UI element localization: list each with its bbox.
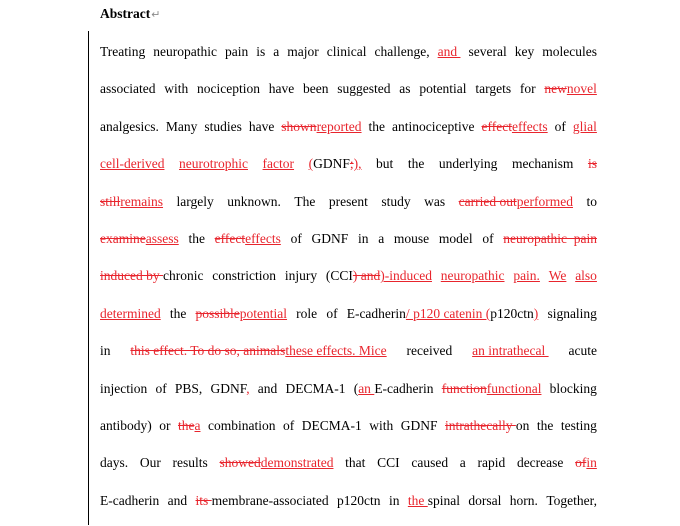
text: as bbox=[399, 81, 411, 97]
text: on bbox=[515, 417, 530, 433]
text: Together, bbox=[546, 492, 597, 508]
word bbox=[287, 40, 319, 77]
text: several bbox=[468, 44, 507, 59]
text: GDNF bbox=[313, 156, 350, 172]
text: the bbox=[188, 230, 205, 246]
text: to bbox=[586, 193, 597, 209]
text-line bbox=[100, 152, 597, 189]
word bbox=[227, 190, 281, 227]
text: the bbox=[368, 118, 386, 134]
insertion: functional bbox=[486, 380, 542, 396]
text-line bbox=[100, 451, 597, 488]
text: ( bbox=[353, 380, 359, 396]
word bbox=[424, 190, 445, 227]
word bbox=[358, 227, 369, 264]
tracked-change bbox=[179, 152, 248, 189]
word bbox=[159, 414, 170, 451]
insertion: neuropathic bbox=[440, 268, 505, 284]
deletion: of bbox=[575, 455, 587, 471]
text: of bbox=[155, 380, 167, 396]
text: injury bbox=[284, 268, 318, 284]
text: of bbox=[554, 118, 566, 134]
insertion: effects bbox=[511, 118, 548, 134]
word bbox=[439, 227, 473, 264]
word bbox=[477, 451, 505, 488]
word bbox=[542, 40, 597, 77]
text: decrease bbox=[516, 455, 564, 471]
word bbox=[537, 414, 554, 451]
text: signaling bbox=[547, 305, 597, 321]
text: a bbox=[378, 230, 385, 246]
word bbox=[269, 77, 294, 114]
insertion: a bbox=[194, 417, 201, 433]
text: analgesics. bbox=[100, 118, 159, 134]
word bbox=[100, 489, 159, 526]
tracked-change bbox=[211, 377, 250, 414]
word bbox=[399, 77, 410, 114]
text: potential bbox=[419, 81, 467, 97]
text: Many bbox=[165, 118, 198, 134]
word bbox=[401, 414, 438, 451]
text: unknown. bbox=[227, 193, 281, 209]
tracked-change bbox=[442, 377, 542, 414]
text: largely bbox=[176, 193, 214, 209]
insertion: glial bbox=[572, 118, 597, 134]
word bbox=[100, 339, 111, 376]
word bbox=[329, 190, 368, 227]
word bbox=[392, 115, 474, 152]
text: been bbox=[303, 81, 329, 97]
text: was bbox=[424, 193, 446, 209]
tracked-change bbox=[196, 302, 288, 339]
text: have bbox=[268, 81, 295, 97]
text: a bbox=[273, 44, 280, 59]
text: spinal bbox=[427, 492, 460, 508]
text: mouse bbox=[393, 230, 430, 246]
deletion: possible bbox=[195, 305, 240, 321]
deletion: new bbox=[544, 81, 567, 97]
deletion: this effect. To do so, animals bbox=[130, 343, 286, 359]
tracked-change bbox=[503, 227, 597, 264]
tracked-change bbox=[281, 115, 361, 152]
text: with bbox=[369, 417, 394, 433]
insertion: the bbox=[407, 492, 428, 508]
text: present bbox=[328, 193, 368, 209]
insertion: / bbox=[405, 305, 414, 321]
heading-text: Abstract bbox=[100, 6, 151, 21]
word bbox=[303, 77, 328, 114]
tracked-change bbox=[215, 227, 281, 264]
text: The bbox=[294, 193, 316, 209]
text: results bbox=[172, 455, 208, 471]
insertion: , bbox=[246, 380, 250, 396]
word bbox=[389, 489, 400, 526]
tracked-change bbox=[100, 227, 179, 264]
text: combination bbox=[208, 417, 276, 433]
word bbox=[285, 264, 317, 301]
text: p120ctn bbox=[337, 492, 381, 508]
text: pain bbox=[225, 44, 249, 59]
text: caused bbox=[411, 455, 449, 471]
text: study bbox=[381, 193, 411, 209]
word bbox=[439, 152, 498, 189]
word bbox=[378, 227, 384, 264]
deletion: neuropathic pain bbox=[503, 230, 597, 246]
text: clinical bbox=[326, 44, 367, 59]
tracked-change bbox=[445, 414, 529, 451]
text: received bbox=[406, 343, 453, 359]
insertion: novel bbox=[566, 81, 597, 97]
insertion: ), bbox=[353, 156, 362, 172]
text: or bbox=[159, 417, 171, 433]
text-line bbox=[100, 264, 597, 301]
tracked-change bbox=[459, 190, 573, 227]
text: major bbox=[287, 44, 319, 59]
word bbox=[153, 40, 217, 77]
text: the bbox=[169, 305, 187, 321]
word bbox=[512, 152, 573, 189]
text: a bbox=[459, 455, 466, 471]
paragraph-mark-icon: ↵ bbox=[151, 9, 161, 21]
tracked-change bbox=[472, 339, 548, 376]
word bbox=[468, 40, 506, 77]
text: CCI bbox=[377, 455, 400, 471]
word bbox=[517, 451, 563, 488]
text: days. bbox=[100, 455, 129, 471]
word bbox=[377, 451, 400, 488]
text: model bbox=[438, 230, 473, 246]
text: of bbox=[326, 305, 338, 321]
text: GDNF bbox=[311, 230, 349, 246]
word bbox=[302, 414, 362, 451]
tracked-change bbox=[573, 115, 597, 152]
deletion: the bbox=[178, 417, 195, 433]
word bbox=[520, 77, 536, 114]
text: antinociceptive bbox=[392, 118, 475, 134]
text: DECMA-1 bbox=[301, 417, 362, 433]
text: DECMA-1 bbox=[285, 380, 346, 396]
text: Treating bbox=[100, 44, 146, 59]
tracked-change bbox=[196, 489, 329, 526]
word bbox=[394, 227, 429, 264]
word bbox=[326, 302, 337, 339]
word bbox=[212, 264, 276, 301]
word bbox=[408, 152, 425, 189]
word bbox=[568, 339, 596, 376]
tracked-change bbox=[309, 152, 362, 189]
insertion: pain. bbox=[513, 268, 540, 284]
word bbox=[337, 489, 381, 526]
word bbox=[369, 414, 393, 451]
text: studies bbox=[204, 118, 242, 134]
text: and bbox=[167, 492, 188, 508]
tracked-change bbox=[408, 489, 460, 526]
text-line bbox=[100, 489, 597, 526]
deletion: still bbox=[100, 193, 121, 209]
text-line bbox=[100, 77, 597, 114]
insertion: also bbox=[575, 268, 597, 284]
word bbox=[468, 489, 501, 526]
word bbox=[515, 40, 535, 77]
word bbox=[168, 489, 188, 526]
deletion: effect bbox=[481, 118, 512, 134]
tracked-change bbox=[326, 264, 432, 301]
word bbox=[510, 489, 538, 526]
insertion: an bbox=[358, 380, 375, 396]
text: Our bbox=[139, 455, 161, 471]
tracked-change bbox=[575, 264, 597, 301]
text: have bbox=[248, 118, 275, 134]
word bbox=[546, 489, 597, 526]
insertion: ( bbox=[308, 156, 314, 172]
text: constriction bbox=[212, 268, 277, 284]
word bbox=[225, 40, 248, 77]
word bbox=[482, 227, 493, 264]
deletion: its bbox=[195, 492, 212, 508]
insertion: effects bbox=[245, 230, 281, 246]
text: challenge, bbox=[374, 44, 430, 59]
text: for bbox=[519, 81, 536, 97]
text: dorsal bbox=[468, 492, 502, 508]
deletion: ; bbox=[349, 156, 354, 172]
word bbox=[294, 190, 315, 227]
text: membrane-associated bbox=[211, 492, 329, 508]
tracked-change bbox=[100, 264, 203, 301]
text: E-cadherin bbox=[346, 305, 406, 321]
deletion: showed bbox=[219, 455, 261, 471]
insertion: We bbox=[548, 268, 567, 284]
tracked-change bbox=[100, 152, 164, 189]
text: E-cadherin bbox=[374, 380, 434, 396]
text: blocking bbox=[549, 380, 597, 396]
word bbox=[173, 451, 208, 488]
text-line bbox=[100, 414, 597, 451]
abstract-body[interactable] bbox=[100, 40, 597, 526]
text: GDNF bbox=[400, 417, 438, 433]
deletion: intrathecally bbox=[445, 417, 516, 433]
word bbox=[285, 377, 345, 414]
tracked-change bbox=[347, 302, 539, 339]
word bbox=[375, 40, 430, 77]
text-line bbox=[100, 227, 597, 264]
word bbox=[345, 451, 365, 488]
insertion: determined bbox=[100, 305, 161, 321]
text: mechanism bbox=[511, 156, 574, 172]
word bbox=[291, 227, 302, 264]
deletion: function bbox=[441, 380, 487, 396]
word bbox=[547, 302, 597, 339]
insertion: reported bbox=[316, 118, 362, 134]
word bbox=[273, 40, 279, 77]
text: PBS, bbox=[174, 380, 203, 396]
text: that bbox=[345, 455, 366, 471]
word bbox=[369, 115, 386, 152]
insertion: )-induced bbox=[380, 268, 432, 284]
word bbox=[164, 77, 188, 114]
text-line bbox=[100, 339, 597, 376]
word bbox=[166, 115, 198, 152]
text: key bbox=[514, 44, 535, 59]
word bbox=[188, 227, 205, 264]
deletion: carried out bbox=[458, 193, 517, 209]
tracked-change bbox=[575, 451, 597, 488]
word bbox=[561, 414, 597, 451]
tracked-change bbox=[438, 40, 461, 77]
text: testing bbox=[560, 417, 597, 433]
word bbox=[177, 190, 214, 227]
text: p120ctn bbox=[490, 305, 534, 321]
word bbox=[419, 77, 466, 114]
text: role bbox=[296, 305, 318, 321]
text: (CCI bbox=[325, 268, 353, 284]
word bbox=[283, 414, 294, 451]
text: in bbox=[357, 230, 369, 246]
text: targets bbox=[475, 81, 512, 97]
tracked-change bbox=[441, 264, 505, 301]
word bbox=[407, 339, 453, 376]
deletion: examine bbox=[100, 230, 146, 246]
word bbox=[204, 115, 242, 152]
text: in bbox=[388, 492, 400, 508]
text: the bbox=[536, 417, 554, 433]
deletion: effect bbox=[214, 230, 246, 246]
tracked-change bbox=[354, 377, 434, 414]
word bbox=[327, 40, 367, 77]
text: associated bbox=[100, 81, 156, 97]
text: molecules bbox=[542, 44, 597, 59]
deletion: ) and bbox=[352, 268, 381, 284]
word bbox=[208, 414, 276, 451]
text: chronic bbox=[163, 268, 204, 284]
insertion: factor bbox=[262, 156, 295, 172]
abstract-heading bbox=[100, 6, 160, 22]
text: antibody) bbox=[100, 417, 152, 433]
word bbox=[555, 115, 566, 152]
word bbox=[475, 77, 511, 114]
insertion: an intrathecal bbox=[472, 343, 549, 359]
insertion: p120 catenin ( bbox=[413, 305, 491, 321]
word bbox=[550, 377, 597, 414]
word bbox=[155, 377, 166, 414]
insertion: these effects. Mice bbox=[285, 343, 387, 359]
text: nociception bbox=[197, 81, 261, 97]
text-line bbox=[100, 115, 597, 152]
word bbox=[100, 77, 155, 114]
word bbox=[411, 451, 448, 488]
tracked-change bbox=[588, 152, 597, 189]
text-line bbox=[100, 190, 597, 227]
word bbox=[197, 77, 260, 114]
text: rapid bbox=[477, 455, 506, 471]
tracked-change bbox=[219, 451, 333, 488]
text: suggested bbox=[337, 81, 391, 97]
word bbox=[100, 115, 159, 152]
tracked-change bbox=[263, 152, 294, 189]
text: horn. bbox=[509, 492, 538, 508]
word bbox=[170, 302, 187, 339]
insertion: demonstrated bbox=[260, 455, 334, 471]
tracked-change bbox=[544, 77, 597, 114]
tracked-change bbox=[100, 302, 161, 339]
text: E-cadherin bbox=[100, 492, 160, 508]
text: acute bbox=[568, 343, 597, 359]
text: but bbox=[376, 156, 394, 172]
word bbox=[586, 190, 597, 227]
insertion: remains bbox=[120, 193, 164, 209]
tracked-change bbox=[100, 190, 163, 227]
text: in bbox=[100, 343, 111, 359]
text: of bbox=[283, 417, 295, 433]
text: GDNF bbox=[210, 380, 247, 396]
word bbox=[100, 414, 152, 451]
text: with bbox=[164, 81, 189, 97]
track-changes-bar bbox=[88, 31, 89, 525]
word bbox=[381, 190, 410, 227]
insertion: performed bbox=[516, 193, 573, 209]
insertion: in bbox=[586, 455, 597, 471]
word bbox=[100, 377, 147, 414]
word bbox=[312, 227, 349, 264]
tracked-change bbox=[178, 414, 201, 451]
tracked-change bbox=[130, 339, 386, 376]
text: of bbox=[482, 230, 494, 246]
text: neuropathic bbox=[153, 44, 217, 59]
word bbox=[100, 451, 128, 488]
word bbox=[256, 40, 265, 77]
text: the bbox=[407, 156, 425, 172]
text: and bbox=[257, 380, 278, 396]
word bbox=[460, 451, 466, 488]
text: of bbox=[290, 230, 302, 246]
word bbox=[140, 451, 161, 488]
text: is bbox=[256, 44, 266, 59]
insertion: potential bbox=[239, 305, 288, 321]
word bbox=[175, 377, 202, 414]
insertion: neurotrophic bbox=[179, 156, 248, 172]
text-line bbox=[100, 377, 597, 414]
deletion: shown bbox=[281, 118, 317, 134]
deletion: is bbox=[587, 156, 597, 172]
word bbox=[258, 377, 278, 414]
insertion: ) bbox=[533, 305, 539, 321]
insertion: assess bbox=[145, 230, 179, 246]
text-line bbox=[100, 302, 597, 339]
word bbox=[249, 115, 274, 152]
tracked-change bbox=[513, 264, 540, 301]
insertion: cell-derived bbox=[100, 156, 165, 172]
word bbox=[296, 302, 317, 339]
word bbox=[100, 40, 145, 77]
tracked-change bbox=[481, 115, 547, 152]
word bbox=[337, 77, 390, 114]
text: injection bbox=[100, 380, 148, 396]
word bbox=[376, 152, 393, 189]
text: underlying bbox=[438, 156, 498, 172]
insertion: and bbox=[437, 44, 461, 59]
deletion: induced by bbox=[100, 268, 163, 284]
text-line bbox=[100, 40, 597, 77]
tracked-change bbox=[549, 264, 567, 301]
